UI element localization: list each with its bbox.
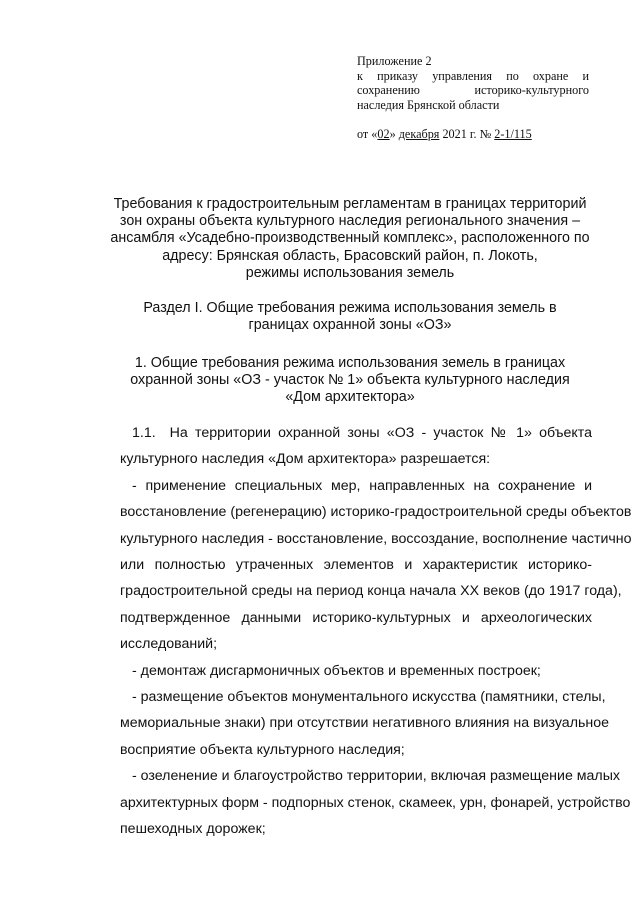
paragraph-line: - размещение объектов монументального искусства (памятники, стелы, xyxy=(132,689,606,706)
appendix-line: к приказу управления по охране и xyxy=(357,68,589,83)
paragraph-line: подтвержденное данными историко-культурных и археологических xyxy=(120,609,592,626)
list-item xyxy=(120,684,609,763)
paragraph-line: культурного наследия - восстановление, воссоздание, восполнение частично xyxy=(120,530,632,547)
order-month: декабря xyxy=(398,127,440,141)
paragraph-line: восприятие объекта культурного наследия; xyxy=(120,741,405,758)
document-body xyxy=(120,420,632,843)
paragraph-1-1 xyxy=(120,420,592,473)
section-line: Раздел I. Общие требования режима использования земель в xyxy=(143,300,557,316)
title-line: адресу: Брянская область, Брасовский район, п. Локоть, xyxy=(162,247,538,264)
list-item xyxy=(120,473,632,658)
paragraph-line: - применение специальных мер, направленных на сохранение и xyxy=(132,477,592,494)
title-line: режимы использования земель xyxy=(245,264,455,281)
paragraph-line: или полностью утраченных элементов и характеристик историко- xyxy=(120,557,592,574)
subsection-line: охранной зоны «ОЗ - участок № 1» объекта культурного наследия xyxy=(130,372,570,389)
appendix-header xyxy=(357,54,589,142)
section-line: границах охранной зоны «ОЗ» xyxy=(248,317,452,334)
appendix-line: сохранению историко-культурного xyxy=(357,83,589,97)
paragraph-line: - озеленение и благоустройство территории, включая размещение малых xyxy=(132,768,620,785)
paragraph-line: восстановление (регенерацию) историко-градостроительной среды объектов xyxy=(120,504,632,521)
section-heading xyxy=(100,300,600,334)
order-reference xyxy=(357,127,589,142)
paragraph-line: архитектурных форм - подпорных стенок, скамеек, урн, фонарей, устройство xyxy=(120,794,631,811)
subsection-heading xyxy=(100,355,600,407)
paragraph-line: - демонтаж дисгармоничных объектов и временных построек; xyxy=(132,662,541,679)
title-line: ансамбля «Усадебно-производственный комплекс», расположенного по xyxy=(110,230,590,247)
document-title xyxy=(100,196,600,282)
order-year: 2021 г. № xyxy=(439,127,495,141)
paragraph-number: 1.1. xyxy=(132,425,156,441)
paragraph-line: мемориальные знаки) при отсутствии негативного влияния на визуальное xyxy=(120,715,609,732)
paragraph-line: культурного наследия «Дом архитектора» разрешается: xyxy=(120,451,491,468)
subsection-line: «Дом архитектора» xyxy=(285,389,415,406)
order-mid: » xyxy=(389,127,399,141)
subsection-line: 1. Общие требования режима использования земель в границах xyxy=(134,355,566,371)
paragraph-line: градостроительной среды на период конца начала XX веков (до 1917 года), xyxy=(120,583,622,600)
paragraph-line: исследований; xyxy=(120,636,218,653)
list-item xyxy=(120,658,592,684)
appendix-line: наследия Брянской области xyxy=(357,97,500,112)
appendix-title: Приложение 2 xyxy=(357,54,432,68)
order-prefix: от « xyxy=(357,127,378,141)
list-item xyxy=(120,763,631,842)
title-line: Требования к градостроительным регламентам в границах территорий xyxy=(113,196,587,212)
order-number: 2-1/115 xyxy=(494,127,532,141)
paragraph-line: 1.1. На территории охранной зоны «ОЗ - участок № 1» объекта xyxy=(132,425,592,441)
paragraph-line: пешеходных дорожек; xyxy=(120,821,266,838)
order-day: 02 xyxy=(377,127,390,141)
title-line: зон охраны объекта культурного наследия регионального значения – xyxy=(119,213,581,230)
